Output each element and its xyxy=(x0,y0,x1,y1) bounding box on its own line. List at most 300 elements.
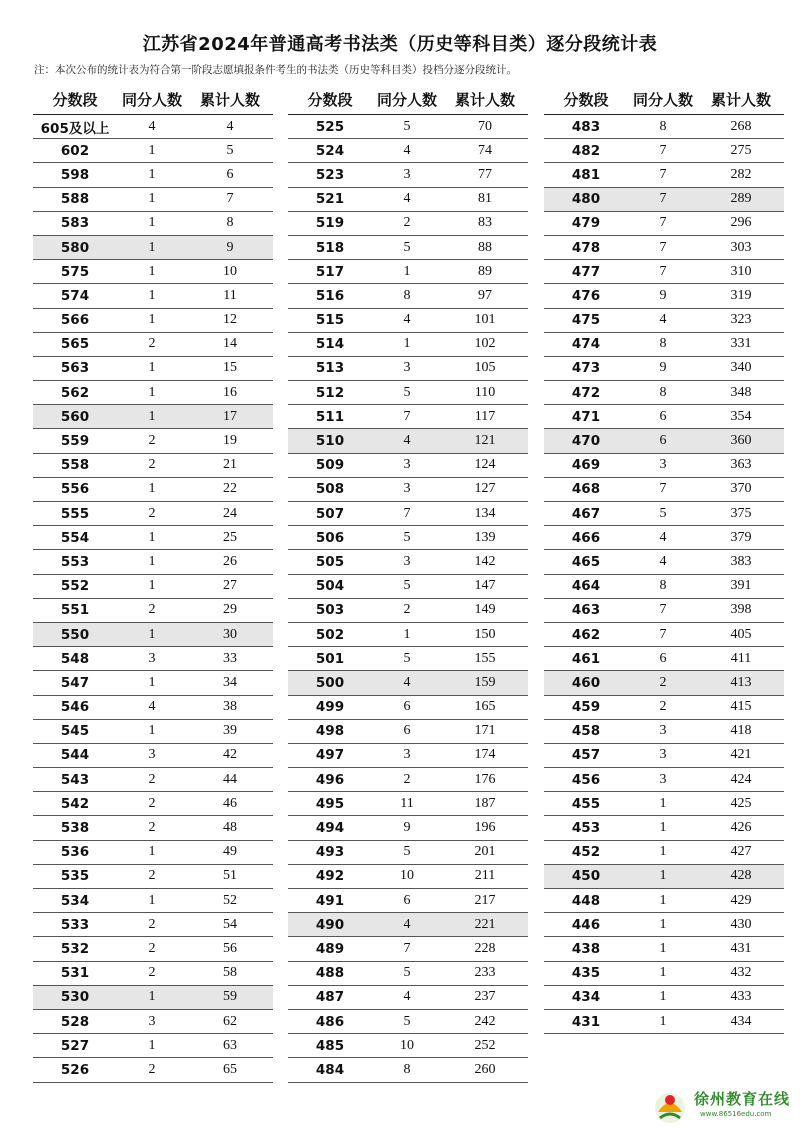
table-row xyxy=(288,163,528,187)
table-row xyxy=(33,623,273,647)
table-row xyxy=(544,865,784,889)
table-row xyxy=(288,671,528,695)
cumulative-count-cell: 7 xyxy=(226,191,234,207)
same-count-cell: 1 xyxy=(148,1037,156,1053)
cumulative-count-cell: 268 xyxy=(730,118,752,134)
table-row xyxy=(544,236,784,260)
same-count-cell: 2 xyxy=(148,457,156,473)
cumulative-count-cell: 14 xyxy=(223,336,237,352)
score-cell: 504 xyxy=(315,578,345,595)
score-cell: 535 xyxy=(60,868,90,885)
score-cell: 478 xyxy=(571,239,601,256)
same-count-cell: 9 xyxy=(659,287,667,303)
same-count-cell: 5 xyxy=(403,529,411,545)
cumulative-count-cell: 105 xyxy=(474,360,496,376)
cumulative-count-cell: 127 xyxy=(474,481,496,497)
cumulative-count-cell: 303 xyxy=(730,239,752,255)
cumulative-count-cell: 56 xyxy=(223,940,237,956)
header-same: 同分人数 xyxy=(121,90,182,109)
cumulative-count-cell: 201 xyxy=(474,844,496,860)
same-count-cell: 3 xyxy=(403,360,411,376)
score-cell: 458 xyxy=(571,723,601,740)
score-cell: 502 xyxy=(315,626,345,643)
table-row xyxy=(33,986,273,1010)
table-row xyxy=(33,333,273,357)
cumulative-count-cell: 24 xyxy=(223,505,237,521)
cumulative-count-cell: 58 xyxy=(223,965,237,981)
table-column-2 xyxy=(288,84,528,1083)
cumulative-count-cell: 46 xyxy=(223,795,237,811)
cumulative-count-cell: 6 xyxy=(226,166,234,182)
score-cell: 494 xyxy=(315,820,345,837)
table-row xyxy=(33,1058,273,1082)
table-row xyxy=(544,260,784,284)
score-cell: 575 xyxy=(60,263,90,280)
score-cell: 550 xyxy=(60,626,90,643)
same-count-cell: 8 xyxy=(659,118,667,134)
cumulative-count-cell: 252 xyxy=(474,1037,496,1053)
same-count-cell: 1 xyxy=(148,723,156,739)
score-cell: 530 xyxy=(60,989,90,1006)
table-row xyxy=(544,454,784,478)
table-header xyxy=(33,84,273,115)
same-count-cell: 3 xyxy=(659,771,667,787)
score-cell: 482 xyxy=(571,142,601,159)
score-cell: 492 xyxy=(315,868,345,885)
table-row xyxy=(544,720,784,744)
same-count-cell: 9 xyxy=(659,360,667,376)
table-note: 注：本次公布的统计表为符合第一阶段志愿填报条件考生的书法类（历史等科目类）投档分逐分段统计。 xyxy=(34,64,517,76)
table-row xyxy=(544,284,784,308)
score-cell: 525 xyxy=(315,118,345,135)
table-row xyxy=(33,381,273,405)
same-count-cell: 1 xyxy=(148,674,156,690)
same-count-cell: 4 xyxy=(659,553,667,569)
header-score: 分数段 xyxy=(307,90,353,109)
table-row xyxy=(288,284,528,308)
same-count-cell: 1 xyxy=(148,142,156,158)
score-cell: 536 xyxy=(60,844,90,861)
table-row xyxy=(33,913,273,937)
watermark-url: www.86516edu.com xyxy=(700,1110,772,1118)
score-cell: 463 xyxy=(571,602,601,619)
score-cell: 461 xyxy=(571,650,601,667)
same-count-cell: 2 xyxy=(659,699,667,715)
cumulative-count-cell: 48 xyxy=(223,820,237,836)
same-count-cell: 8 xyxy=(659,578,667,594)
cumulative-count-cell: 12 xyxy=(223,312,237,328)
table-row xyxy=(288,1034,528,1058)
cumulative-count-cell: 21 xyxy=(223,457,237,473)
score-cell: 565 xyxy=(60,336,90,353)
same-count-cell: 3 xyxy=(403,457,411,473)
cumulative-count-cell: 282 xyxy=(730,166,752,182)
table-row xyxy=(33,768,273,792)
cumulative-count-cell: 425 xyxy=(730,795,752,811)
score-cell: 446 xyxy=(571,916,601,933)
table-row xyxy=(544,163,784,187)
table-row xyxy=(288,962,528,986)
table-row xyxy=(544,139,784,163)
cumulative-count-cell: 70 xyxy=(478,118,492,134)
table-row xyxy=(33,889,273,913)
cumulative-count-cell: 430 xyxy=(730,916,752,932)
cumulative-count-cell: 221 xyxy=(474,916,496,932)
watermark-text: 徐州教育在线 xyxy=(694,1090,791,1108)
same-count-cell: 1 xyxy=(148,481,156,497)
table-row xyxy=(288,1058,528,1082)
same-count-cell: 7 xyxy=(403,408,411,424)
cumulative-count-cell: 4 xyxy=(226,118,234,134)
header-same: 同分人数 xyxy=(632,90,693,109)
cumulative-count-cell: 97 xyxy=(478,287,492,303)
table-row xyxy=(288,599,528,623)
score-cell: 555 xyxy=(60,505,90,522)
same-count-cell: 2 xyxy=(148,505,156,521)
score-cell: 574 xyxy=(60,287,90,304)
score-cell: 509 xyxy=(315,457,345,474)
same-count-cell: 1 xyxy=(148,384,156,400)
table-row xyxy=(288,429,528,453)
score-cell: 483 xyxy=(571,118,601,135)
table-header xyxy=(288,84,528,115)
score-cell: 543 xyxy=(60,771,90,788)
table-row xyxy=(544,115,784,139)
same-count-cell: 10 xyxy=(400,1037,414,1053)
same-count-cell: 1 xyxy=(148,312,156,328)
table-row xyxy=(544,502,784,526)
cumulative-count-cell: 30 xyxy=(223,626,237,642)
cumulative-count-cell: 434 xyxy=(730,1013,752,1029)
same-count-cell: 6 xyxy=(659,408,667,424)
score-cell: 489 xyxy=(315,940,345,957)
score-cell: 558 xyxy=(60,457,90,474)
table-row xyxy=(33,260,273,284)
table-row xyxy=(544,647,784,671)
score-cell: 460 xyxy=(571,674,601,691)
score-cell: 486 xyxy=(315,1013,345,1030)
cumulative-count-cell: 391 xyxy=(730,578,752,594)
cumulative-count-cell: 16 xyxy=(223,384,237,400)
same-count-cell: 1 xyxy=(659,844,667,860)
same-count-cell: 1 xyxy=(148,215,156,231)
same-count-cell: 7 xyxy=(659,239,667,255)
table-row xyxy=(33,357,273,381)
table-row xyxy=(33,720,273,744)
score-cell: 467 xyxy=(571,505,601,522)
cumulative-count-cell: 49 xyxy=(223,844,237,860)
table-row xyxy=(33,792,273,816)
score-cell: 469 xyxy=(571,457,601,474)
cumulative-count-cell: 51 xyxy=(223,868,237,884)
cumulative-count-cell: 375 xyxy=(730,505,752,521)
cumulative-count-cell: 54 xyxy=(223,916,237,932)
same-count-cell: 1 xyxy=(659,1013,667,1029)
same-count-cell: 3 xyxy=(659,457,667,473)
table-header xyxy=(544,84,784,115)
same-count-cell: 1 xyxy=(403,336,411,352)
score-cell: 455 xyxy=(571,795,601,812)
cumulative-count-cell: 83 xyxy=(478,215,492,231)
cumulative-count-cell: 383 xyxy=(730,553,752,569)
table-row xyxy=(33,962,273,986)
same-count-cell: 11 xyxy=(400,795,414,811)
same-count-cell: 4 xyxy=(148,699,156,715)
cumulative-count-cell: 165 xyxy=(474,699,496,715)
cumulative-count-cell: 29 xyxy=(223,602,237,618)
table-row xyxy=(544,937,784,961)
table-row xyxy=(544,986,784,1010)
score-cell: 605及以上 xyxy=(40,120,110,137)
same-count-cell: 7 xyxy=(659,602,667,618)
same-count-cell: 7 xyxy=(659,166,667,182)
same-count-cell: 3 xyxy=(659,723,667,739)
same-count-cell: 5 xyxy=(403,578,411,594)
table-row xyxy=(288,865,528,889)
same-count-cell: 1 xyxy=(148,360,156,376)
cumulative-count-cell: 77 xyxy=(478,166,492,182)
table-row xyxy=(288,526,528,550)
score-cell: 562 xyxy=(60,384,90,401)
score-cell: 546 xyxy=(60,699,90,716)
score-cell: 583 xyxy=(60,215,90,232)
same-count-cell: 1 xyxy=(659,916,667,932)
table-row xyxy=(288,550,528,574)
score-cell: 470 xyxy=(571,433,601,450)
cumulative-count-cell: 424 xyxy=(730,771,752,787)
table-row xyxy=(544,962,784,986)
table-row xyxy=(288,502,528,526)
score-cell: 566 xyxy=(60,312,90,329)
score-cell: 560 xyxy=(60,408,90,425)
cumulative-count-cell: 139 xyxy=(474,529,496,545)
score-cell: 497 xyxy=(315,747,345,764)
score-cell: 506 xyxy=(315,529,345,546)
table-row xyxy=(33,647,273,671)
score-cell: 475 xyxy=(571,312,601,329)
cumulative-count-cell: 38 xyxy=(223,699,237,715)
table-row xyxy=(544,768,784,792)
header-cum: 累计人数 xyxy=(199,90,260,109)
same-count-cell: 2 xyxy=(148,868,156,884)
table-row xyxy=(544,381,784,405)
score-cell: 524 xyxy=(315,142,345,159)
cumulative-count-cell: 296 xyxy=(730,215,752,231)
table-row xyxy=(288,792,528,816)
score-cell: 512 xyxy=(315,384,345,401)
cumulative-count-cell: 340 xyxy=(730,360,752,376)
same-count-cell: 1 xyxy=(659,820,667,836)
same-count-cell: 2 xyxy=(148,771,156,787)
cumulative-count-cell: 150 xyxy=(474,626,496,642)
same-count-cell: 7 xyxy=(659,191,667,207)
score-cell: 542 xyxy=(60,795,90,812)
same-count-cell: 4 xyxy=(659,529,667,545)
table-row xyxy=(288,405,528,429)
table-row xyxy=(288,188,528,212)
table-row xyxy=(288,212,528,236)
score-cell: 508 xyxy=(315,481,345,498)
table-row xyxy=(544,889,784,913)
table-row xyxy=(288,841,528,865)
same-count-cell: 7 xyxy=(403,940,411,956)
table-row xyxy=(33,139,273,163)
table-row xyxy=(544,405,784,429)
table-row xyxy=(33,696,273,720)
cumulative-count-cell: 242 xyxy=(474,1013,496,1029)
table-row xyxy=(544,1010,784,1034)
table-row xyxy=(288,623,528,647)
same-count-cell: 2 xyxy=(148,820,156,836)
cumulative-count-cell: 134 xyxy=(474,505,496,521)
table-row xyxy=(288,454,528,478)
cumulative-count-cell: 217 xyxy=(474,892,496,908)
same-count-cell: 8 xyxy=(659,384,667,400)
cumulative-count-cell: 289 xyxy=(730,191,752,207)
cumulative-count-cell: 433 xyxy=(730,989,752,1005)
score-cell: 480 xyxy=(571,191,601,208)
cumulative-count-cell: 155 xyxy=(474,650,496,666)
same-count-cell: 2 xyxy=(148,336,156,352)
cumulative-count-cell: 379 xyxy=(730,529,752,545)
score-cell: 556 xyxy=(60,481,90,498)
score-cell: 466 xyxy=(571,529,601,546)
table-row xyxy=(288,889,528,913)
same-count-cell: 1 xyxy=(148,263,156,279)
score-cell: 490 xyxy=(315,916,345,933)
same-count-cell: 4 xyxy=(659,312,667,328)
cumulative-count-cell: 19 xyxy=(223,433,237,449)
same-count-cell: 3 xyxy=(659,747,667,763)
score-cell: 580 xyxy=(60,239,90,256)
table-row xyxy=(33,816,273,840)
same-count-cell: 2 xyxy=(659,674,667,690)
same-count-cell: 3 xyxy=(403,166,411,182)
table-row xyxy=(544,212,784,236)
score-cell: 531 xyxy=(60,965,90,982)
score-cell: 438 xyxy=(571,940,601,957)
table-row xyxy=(544,696,784,720)
cumulative-count-cell: 89 xyxy=(478,263,492,279)
table-row xyxy=(33,599,273,623)
score-cell: 547 xyxy=(60,674,90,691)
score-cell: 457 xyxy=(571,747,601,764)
table-row xyxy=(288,744,528,768)
table-row xyxy=(288,139,528,163)
cumulative-count-cell: 59 xyxy=(223,989,237,1005)
score-cell: 434 xyxy=(571,989,601,1006)
score-cell: 500 xyxy=(315,674,345,691)
score-cell: 499 xyxy=(315,699,345,716)
same-count-cell: 7 xyxy=(659,142,667,158)
score-cell: 552 xyxy=(60,578,90,595)
same-count-cell: 4 xyxy=(403,142,411,158)
table-row xyxy=(33,937,273,961)
cumulative-count-cell: 8 xyxy=(226,215,234,231)
same-count-cell: 10 xyxy=(400,868,414,884)
table-row xyxy=(544,550,784,574)
score-cell: 471 xyxy=(571,408,601,425)
table-row xyxy=(544,575,784,599)
table-row xyxy=(33,309,273,333)
same-count-cell: 1 xyxy=(148,892,156,908)
same-count-cell: 1 xyxy=(148,166,156,182)
table-row xyxy=(288,575,528,599)
table-row xyxy=(288,236,528,260)
cumulative-count-cell: 121 xyxy=(474,433,496,449)
same-count-cell: 5 xyxy=(403,118,411,134)
table-row xyxy=(544,841,784,865)
cumulative-count-cell: 228 xyxy=(474,940,496,956)
cumulative-count-cell: 323 xyxy=(730,312,752,328)
same-count-cell: 5 xyxy=(403,1013,411,1029)
table-row xyxy=(33,212,273,236)
same-count-cell: 8 xyxy=(403,1061,411,1077)
cumulative-count-cell: 26 xyxy=(223,553,237,569)
cumulative-count-cell: 428 xyxy=(730,868,752,884)
same-count-cell: 4 xyxy=(403,191,411,207)
cumulative-count-cell: 237 xyxy=(474,989,496,1005)
score-cell: 485 xyxy=(315,1037,345,1054)
same-count-cell: 2 xyxy=(148,965,156,981)
table-row xyxy=(288,115,528,139)
score-cell: 487 xyxy=(315,989,345,1006)
cumulative-count-cell: 421 xyxy=(730,747,752,763)
score-cell: 472 xyxy=(571,384,601,401)
cumulative-count-cell: 142 xyxy=(474,553,496,569)
same-count-cell: 7 xyxy=(659,626,667,642)
table-row xyxy=(33,502,273,526)
score-cell: 465 xyxy=(571,553,601,570)
same-count-cell: 9 xyxy=(403,820,411,836)
table-row xyxy=(544,357,784,381)
score-cell: 493 xyxy=(315,844,345,861)
same-count-cell: 3 xyxy=(148,747,156,763)
score-cell: 523 xyxy=(315,166,345,183)
cumulative-count-cell: 211 xyxy=(474,868,496,884)
header-cum: 累计人数 xyxy=(710,90,771,109)
same-count-cell: 1 xyxy=(148,844,156,860)
cumulative-count-cell: 275 xyxy=(730,142,752,158)
header-same: 同分人数 xyxy=(376,90,437,109)
table-row xyxy=(544,188,784,212)
cumulative-count-cell: 81 xyxy=(478,191,492,207)
table-row xyxy=(33,744,273,768)
same-count-cell: 2 xyxy=(148,795,156,811)
score-cell: 453 xyxy=(571,820,601,837)
cumulative-count-cell: 432 xyxy=(730,965,752,981)
cumulative-count-cell: 187 xyxy=(474,795,496,811)
score-cell: 462 xyxy=(571,626,601,643)
table-row xyxy=(544,478,784,502)
score-cell: 448 xyxy=(571,892,601,909)
table-row xyxy=(544,599,784,623)
table-row xyxy=(33,405,273,429)
cumulative-count-cell: 101 xyxy=(474,312,496,328)
table-row xyxy=(33,284,273,308)
score-cell: 479 xyxy=(571,215,601,232)
logo-icon xyxy=(655,1093,685,1123)
same-count-cell: 6 xyxy=(659,650,667,666)
score-cell: 602 xyxy=(60,142,90,159)
table-row xyxy=(33,1034,273,1058)
score-cell: 563 xyxy=(60,360,90,377)
score-cell: 517 xyxy=(315,263,345,280)
score-cell: 588 xyxy=(60,191,90,208)
same-count-cell: 8 xyxy=(403,287,411,303)
score-cell: 538 xyxy=(60,820,90,837)
cumulative-count-cell: 5 xyxy=(226,142,234,158)
